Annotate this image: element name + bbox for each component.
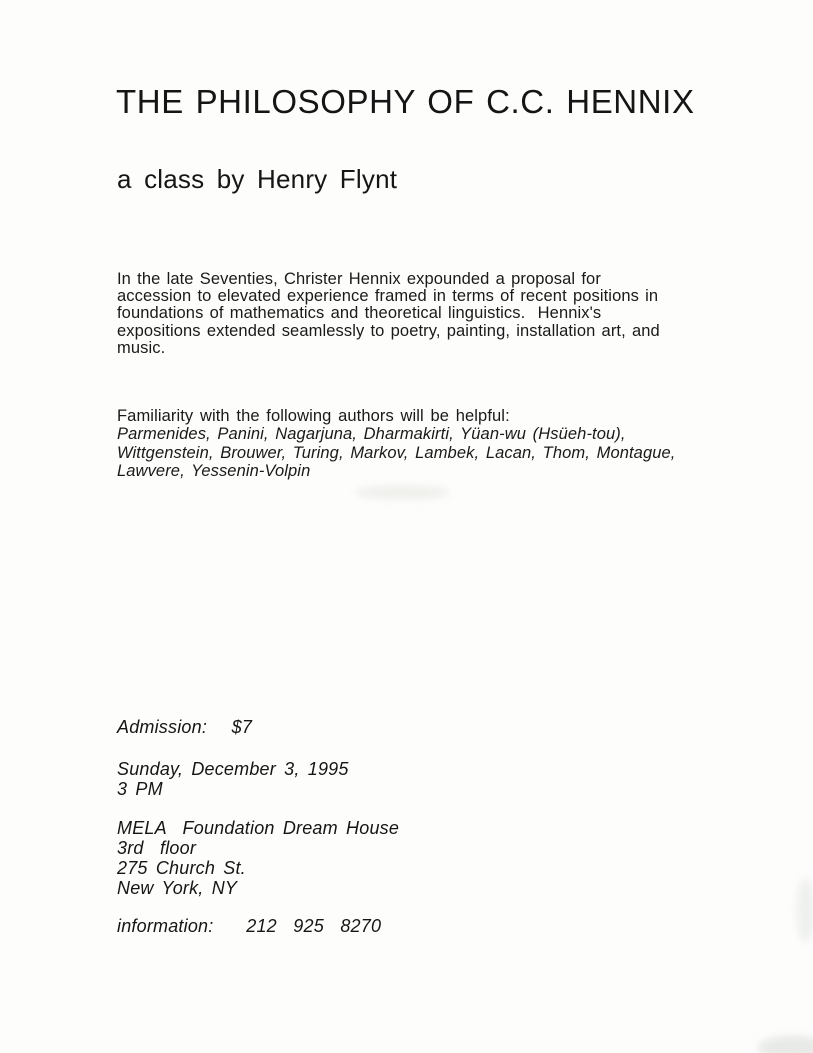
schedule-time: 3 PM bbox=[117, 779, 163, 799]
admission-line: Admission: $7 bbox=[117, 717, 253, 737]
intro-line: foundations of mathematics and theoretical linguistics. Hennix's bbox=[117, 304, 602, 323]
scan-smudge bbox=[758, 1036, 813, 1053]
page-title: THE PHILOSOPHY OF C.C. HENNIX bbox=[116, 83, 695, 120]
intro-paragraph bbox=[117, 271, 660, 357]
authors-line: Parmenides, Panini, Nagarjuna, Dharmakirti, Yüan-wu (Hsüeh-tou), bbox=[117, 425, 626, 444]
authors-heading: Familiarity with the following authors will be helpful: bbox=[117, 407, 510, 425]
scan-smudge bbox=[797, 878, 813, 942]
venue-floor: 3rd floor bbox=[117, 838, 197, 858]
intro-line: music. bbox=[117, 338, 166, 357]
schedule-date: Sunday, December 3, 1995 bbox=[117, 759, 349, 779]
venue-name: MELA Foundation Dream House bbox=[117, 818, 400, 838]
venue-city: New York, NY bbox=[117, 878, 238, 898]
venue-street: 275 Church St. bbox=[117, 858, 246, 878]
venue-block bbox=[117, 818, 399, 898]
information-line: information: 212 925 8270 bbox=[117, 916, 382, 936]
intro-line: In the late Seventies, Christer Hennix expounded a proposal for bbox=[117, 270, 601, 288]
schedule-block bbox=[117, 759, 349, 799]
scan-smudge bbox=[355, 486, 450, 499]
intro-line: expositions extended seamlessly to poetry, painting, installation art, and bbox=[117, 321, 660, 340]
authors-section bbox=[117, 407, 675, 480]
authors-line: Lawvere, Yessenin-Volpin bbox=[117, 461, 311, 480]
subtitle: a class by Henry Flynt bbox=[117, 164, 398, 194]
authors-line: Wittgenstein, Brouwer, Turing, Markov, Lambek, Lacan, Thom, Montague, bbox=[117, 443, 676, 462]
intro-line: accession to elevated experience framed in terms of recent positions in bbox=[117, 287, 659, 306]
